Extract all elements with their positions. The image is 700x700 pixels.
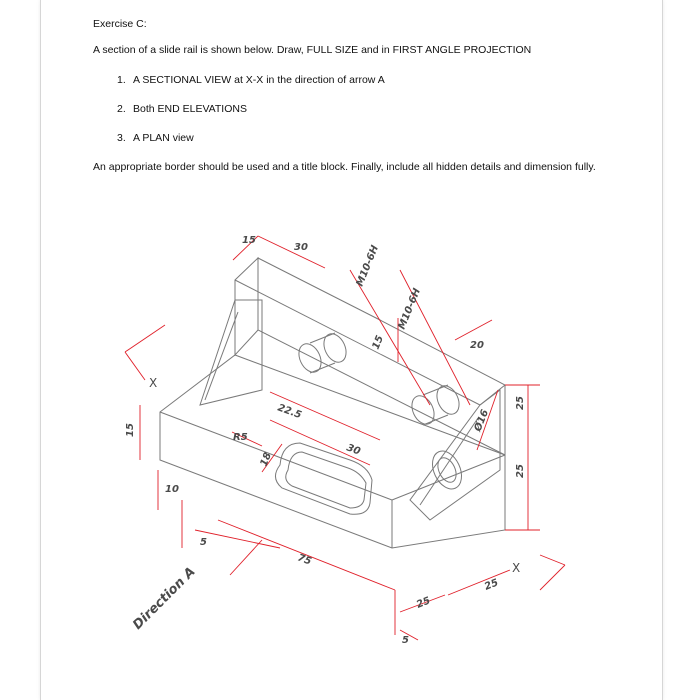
back-wall-left-face	[235, 258, 258, 355]
label-20: 20	[470, 340, 484, 351]
boss-lower-edge-b	[423, 415, 448, 425]
section-x-left: X	[149, 376, 158, 390]
instructions-note: An appropriate border should be used and a title block. Finally, include all hidden details and dimension fully.	[93, 161, 596, 173]
task-text-1: A SECTIONAL VIEW at X-X in the direction of arrow A	[133, 74, 385, 86]
intro-text: A section of a slide rail is shown below. Draw, FULL SIZE and in FIRST ANGLE PROJECTION	[93, 44, 532, 56]
section-arrow-left	[125, 352, 145, 380]
direction-a-label: Direction A	[130, 564, 199, 633]
label-25-b2: 25	[483, 577, 501, 593]
label-18: 18	[258, 451, 274, 469]
section-arrow-right	[540, 565, 565, 590]
label-30-top: 30	[294, 242, 308, 253]
slot-inner	[286, 452, 366, 508]
task-text-3: A PLAN view	[133, 132, 194, 144]
dim-line-20	[455, 320, 492, 340]
section-line-left	[125, 325, 165, 352]
label-225: 22.5	[275, 402, 303, 422]
boss-upper-front	[295, 340, 326, 376]
boss-lower	[433, 382, 464, 418]
label-5-bottom: 5	[402, 635, 409, 646]
label-15-top: 15	[242, 235, 256, 246]
label-25-b1: 25	[415, 595, 433, 611]
label-25-r2: 25	[515, 464, 526, 478]
label-15-left: 15	[125, 423, 136, 437]
label-r5: R5	[233, 432, 248, 443]
part-outline	[160, 258, 505, 548]
label-16: Ø16	[472, 408, 492, 434]
label-thread2: M10-6H	[396, 286, 424, 332]
boss-upper-edge-b	[310, 363, 335, 373]
task-number-2: 2.	[117, 103, 126, 115]
boss-lower-edge-a	[423, 385, 448, 395]
boss-upper	[320, 330, 351, 366]
label-thread1: M10-6H	[354, 243, 382, 289]
task-number-3: 3.	[117, 132, 126, 144]
task-number-1: 1.	[117, 74, 126, 86]
task-text-2: Both END ELEVATIONS	[133, 103, 247, 115]
section-line-right	[540, 555, 565, 565]
label-15-mid: 15	[370, 334, 386, 352]
exercise-heading: Exercise C:	[93, 18, 147, 30]
dim-line-25-b2	[448, 570, 510, 595]
label-10: 10	[165, 484, 179, 495]
direction-arrow	[230, 540, 262, 575]
back-wall-face	[258, 258, 505, 458]
label-75: 75	[295, 552, 313, 568]
boss-upper-edge-a	[310, 333, 335, 343]
boss-lower-front	[408, 392, 439, 428]
label-25-r1: 25	[515, 396, 526, 410]
label-5-left: 5	[200, 537, 207, 548]
section-x-right: X	[512, 561, 521, 575]
base-block-outline	[160, 355, 505, 548]
label-30-slot: 30	[344, 442, 362, 458]
